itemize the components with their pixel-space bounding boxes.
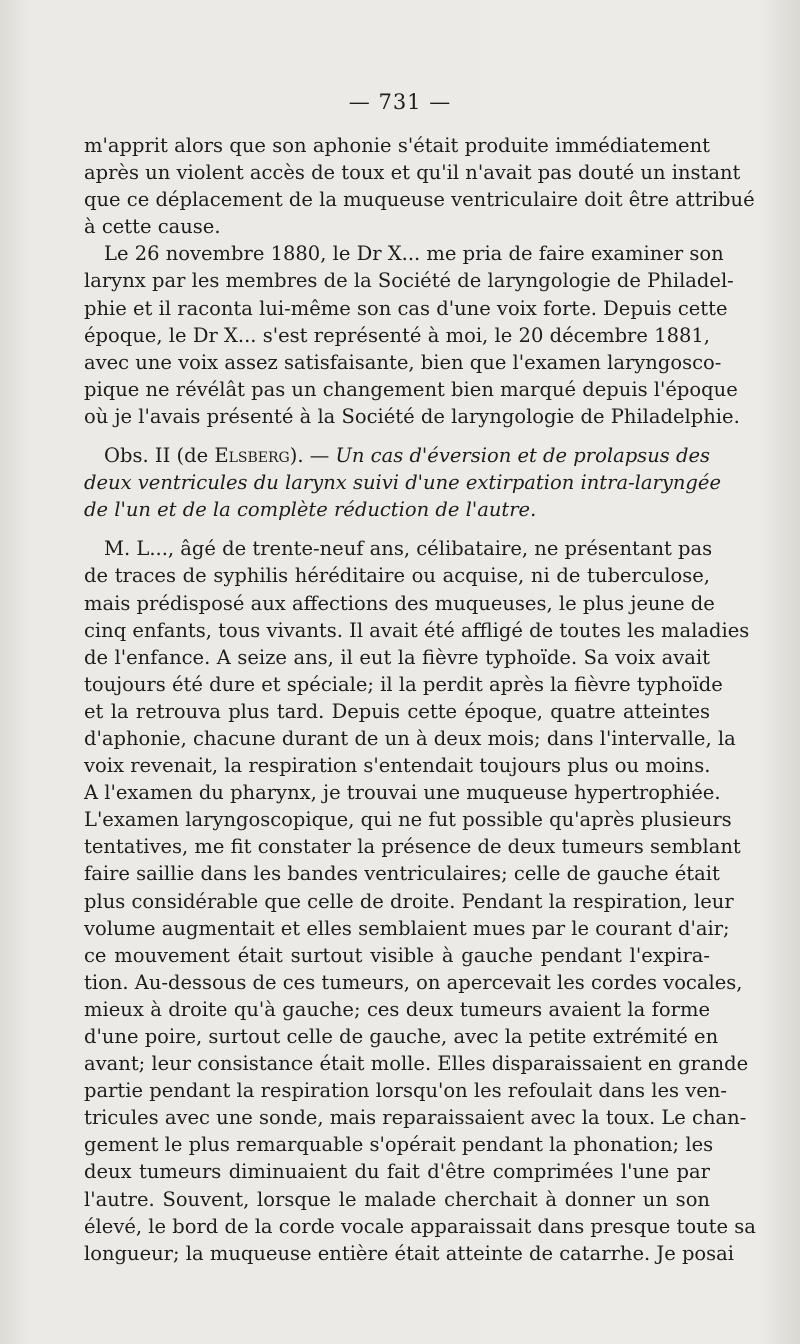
text-line: partie pendant la respiration lorsqu'on les refoulait dans les ven-: [84, 1079, 727, 1103]
text-line: l'autre. Souvent, lorsque le malade cherchait à donner un son: [84, 1187, 710, 1211]
page-number: — 731 —: [348, 90, 452, 114]
text-line: avant; leur consistance était molle. Elles disparaissaient en grande: [84, 1052, 749, 1076]
text-line: larynx par les membres de la Société de laryngologie de Philadel-: [84, 269, 734, 293]
text-line: et la retrouva plus tard. Depuis cette époque, quatre atteintes: [84, 699, 710, 723]
obs-title-line: de l'un et de la complète réduction de l'autre.: [84, 498, 537, 522]
text-line: Le 26 novembre 1880, le Dr X... me pria de faire examiner son: [104, 242, 724, 266]
author-name: Elsberg: [214, 444, 290, 468]
text-line: m'apprit alors que son aphonie s'était produite immédiatement: [84, 134, 710, 157]
text-line: où je l'avais présenté à la Société de laryngologie de Philadelphie.: [84, 404, 740, 428]
text-line: tentatives, me fit constater la présence de deux tumeurs semblant: [84, 835, 741, 859]
text-line: plus considérable que celle de droite. Pendant la respiration, leur: [84, 889, 734, 913]
obs-title: Un cas d'éversion et de prolapsus des: [335, 444, 711, 468]
text-line: mieux à droite qu'à gauche; ces deux tumeurs avaient la forme: [84, 997, 710, 1021]
text-line: de traces de syphilis héréditaire ou acquise, ni de tuberculose,: [84, 564, 710, 588]
text-line: d'une poire, surtout celle de gauche, avec la petite extrémité en: [84, 1025, 719, 1048]
text-line: A l'examen du pharynx, je trouvai une muqueuse hypertrophiée.: [84, 781, 721, 805]
observation-heading: [84, 442, 710, 469]
text-line: élevé, le bord de la corde vocale apparaissait dans presque toute sa: [84, 1214, 756, 1238]
text-line: d'aphonie, chacune durant de un à deux mois; dans l'intervalle, la: [84, 726, 736, 750]
text-line: mais prédisposé aux affections des muqueuses, le plus jeune de: [84, 591, 715, 615]
obs-dash: ). —: [289, 444, 336, 468]
text-line: deux tumeurs diminuaient du fait d'être comprimées l'une par: [84, 1160, 710, 1184]
text-line: voix revenait, la respiration s'entendait toujours plus ou moins.: [84, 754, 711, 778]
text-line: phie et il raconta lui-même son cas d'une voix forte. Depuis cette: [84, 296, 728, 320]
text-line: gement le plus remarquable s'opérait pendant la phonation; les: [84, 1133, 714, 1157]
text-line: pique ne révélât pas un changement bien marqué depuis l'époque: [84, 377, 738, 401]
text-line: longueur; la muqueuse entière était atteinte de catarrhe. Je posai: [84, 1241, 735, 1265]
text-line: toujours été dure et spéciale; il la perdit après la fièvre typhoïde: [84, 672, 723, 696]
text-line: tion. Au-dessous de ces tumeurs, on apercevait les cordes vocales,: [84, 970, 743, 994]
obs-title-line: deux ventricules du larynx suivi d'une extirpation intra-laryngée: [84, 471, 721, 495]
text-line: avec une voix assez satisfaisante, bien que l'examen laryngosco-: [84, 350, 722, 374]
text-line: ce mouvement était surtout visible à gauche pendant l'expira-: [84, 943, 710, 967]
text-line: M. L..., âgé de trente-neuf ans, célibataire, ne présentant pas: [104, 537, 713, 561]
text-line: volume augmentait et elles semblaient mues par le courant d'air;: [84, 916, 730, 940]
text-line: tricules avec une sonde, mais reparaissaient avec la toux. Le chan-: [84, 1106, 747, 1130]
text-line: époque, le Dr X... s'est représenté à moi, le 20 décembre 1881,: [84, 323, 710, 347]
obs-label: Obs. II (de: [104, 444, 215, 468]
text-line: cinq enfants, tous vivants. Il avait été affligé de toutes les maladies: [84, 618, 750, 642]
text-line: L'examen laryngoscopique, qui ne fut possible qu'après plusieurs: [84, 808, 732, 832]
text-line: de l'enfance. A seize ans, il eut la fièvre typhoïde. Sa voix avait: [84, 645, 710, 669]
text-block: [84, 132, 756, 1267]
text-line: que ce déplacement de la muqueuse ventriculaire doit être attribué: [84, 188, 755, 212]
text-line: après un violent accès de toux et qu'il n'avait pas douté un instant: [84, 161, 741, 185]
text-line: faire saillie dans les bandes ventriculaires; celle de gauche était: [84, 862, 720, 886]
text-line: à cette cause.: [84, 215, 221, 239]
